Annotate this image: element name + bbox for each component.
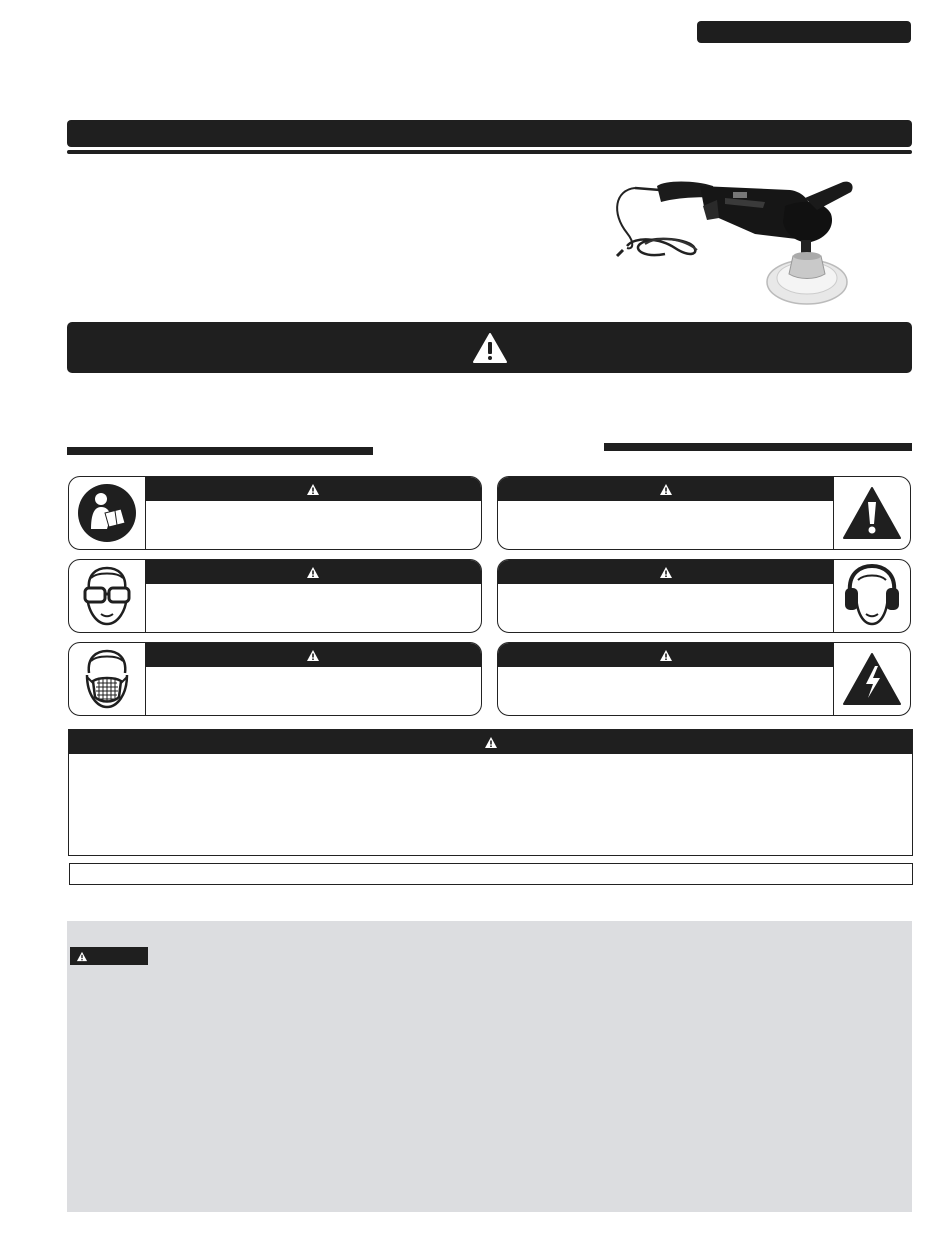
warning-triangle-icon	[659, 566, 673, 579]
note-box	[69, 863, 913, 885]
general-warning-icon	[834, 477, 910, 549]
read-manual-icon	[69, 477, 145, 549]
warning-triangle-icon	[484, 736, 498, 749]
dust-mask-icon	[69, 643, 145, 715]
card-body	[145, 501, 482, 549]
warning-triangle-icon	[306, 483, 320, 496]
card-header	[145, 477, 481, 501]
ear-protection-icon	[834, 560, 910, 632]
card-body	[497, 584, 834, 632]
electric-shock-icon	[834, 643, 910, 715]
header-label-bar	[697, 21, 911, 43]
warning-triangle-icon	[76, 951, 88, 962]
warning-box	[68, 729, 913, 856]
rotary-polisher-image	[605, 178, 867, 310]
section-rule-right	[604, 443, 912, 451]
warning-triangle-icon	[659, 649, 673, 662]
section-rule-left	[67, 447, 373, 455]
warning-triangle-icon	[659, 483, 673, 496]
safety-card-electric-shock	[497, 642, 911, 716]
warning-triangle-icon	[306, 649, 320, 662]
card-body	[497, 501, 834, 549]
safety-card-respiratory	[68, 642, 482, 716]
title-bar	[67, 120, 912, 147]
card-header	[145, 643, 481, 667]
card-body	[497, 667, 834, 715]
card-body	[145, 667, 482, 715]
safety-card-read-manual	[68, 476, 482, 550]
safety-card-eye-protection	[68, 559, 482, 633]
safety-card-general-warning	[497, 476, 911, 550]
safety-goggles-icon	[69, 560, 145, 632]
safety-card-hearing-protection	[497, 559, 911, 633]
card-header	[498, 643, 834, 667]
warning-badge	[70, 947, 148, 965]
card-header	[498, 477, 834, 501]
card-body	[145, 584, 482, 632]
warning-box-header	[69, 730, 912, 754]
card-header	[145, 560, 481, 584]
warning-triangle-icon	[306, 566, 320, 579]
card-header	[498, 560, 834, 584]
warning-banner	[67, 322, 912, 373]
title-underline	[67, 150, 912, 154]
safety-instructions-panel	[67, 921, 912, 1212]
warning-triangle-icon	[472, 332, 508, 364]
